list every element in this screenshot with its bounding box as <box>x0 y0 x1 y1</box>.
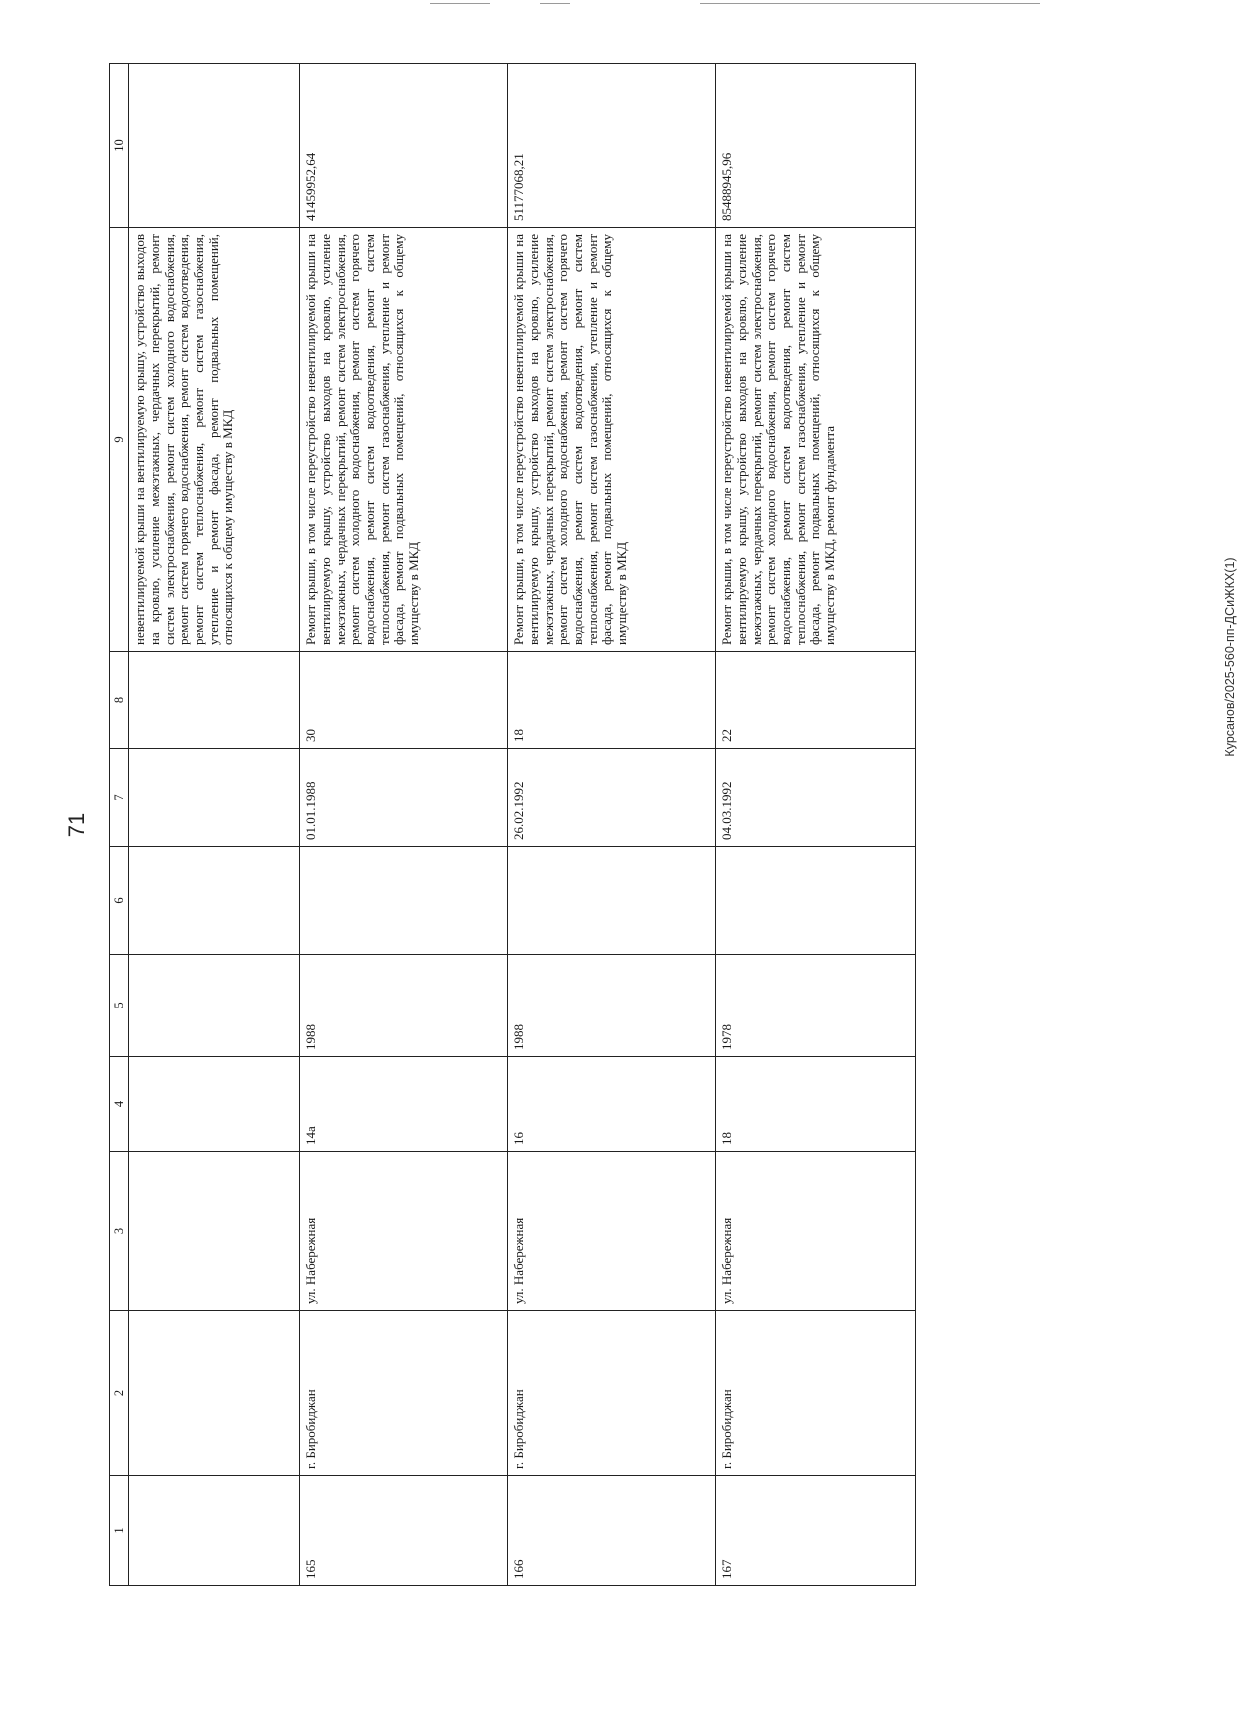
cell-works: Ремонт крыши, в том числе переустройство невентилируемой крыши на вентилируемую крышу, устройство выходов на кровлю, усиление межэтажных, чердачных перекрытий, ремонт систем электроснабжения, ремонт систем холодного водоснабжения, ремонт систем горячего водоснабжения, ремонт систем водоотведения, ремонт систем теплоснабжения, ремонт систем газоснабжения, утепление и ремонт фасада, ремонт подвальных помещений, относящихся к общему имуществу в МКД, ремонт фундамента <box>716 228 916 652</box>
table-row <box>508 64 716 1586</box>
cell-street: ул. Набережная <box>300 1152 508 1311</box>
cell-street: ул. Набережная <box>716 1152 916 1311</box>
cell-year: 1978 <box>716 955 916 1057</box>
column-number: 6 <box>110 847 129 955</box>
cell-empty <box>129 652 300 749</box>
cell-street: ул. Набережная <box>508 1152 716 1311</box>
cell-cost: 51177068,21 <box>508 64 716 228</box>
cell-cost: 41459952,64 <box>300 64 508 228</box>
scan-edge-line <box>700 3 1040 4</box>
table-row-continued <box>129 64 300 1586</box>
registry-table <box>109 63 916 1586</box>
cell-col8: 22 <box>716 652 916 749</box>
table-row <box>716 64 916 1586</box>
column-number: 8 <box>110 652 129 749</box>
cell-house: 16 <box>508 1057 716 1152</box>
table-container <box>109 64 1043 1586</box>
cell-cost: 85488945,96 <box>716 64 916 228</box>
column-number: 9 <box>110 228 129 652</box>
cell-year: 1988 <box>300 955 508 1057</box>
cell-works: Ремонт крыши, в том числе переустройство невентилируемой крыши на вентилируемую крышу, устройство выходов на кровлю, усиление межэтажных, чердачных перекрытий, ремонт систем электроснабжения, ремонт систем холодного водоснабжения, ремонт систем горячего водоснабжения, ремонт систем водоотведения, ремонт систем теплоснабжения, ремонт систем газоснабжения, утепление и ремонт фасада, ремонт подвальных помещений, относящихся к общему имуществу в МКД <box>300 228 508 652</box>
cell-works: невентилируемой крыши на вентилируемую крышу, устройство выходов на кровлю, усиление межэтажных, чердачных перекрытий, ремонт систем электроснабжения, ремонт систем холодного водоснабжения, ремонт систем горячего водоснабжения, ремонт систем водоотведения, ремонт систем теплоснабжения, ремонт систем газоснабжения, утепление и ремонт фасада, ремонт подвальных помещений, относящихся к общему имуществу в МКД <box>129 228 300 652</box>
cell-date: 04.03.1992 <box>716 749 916 847</box>
column-number: 4 <box>110 1057 129 1152</box>
column-number: 5 <box>110 955 129 1057</box>
cell-empty <box>129 847 300 955</box>
cell-empty <box>129 1476 300 1586</box>
cell-city: г. Биробиджан <box>716 1311 916 1476</box>
cell-empty <box>129 1057 300 1152</box>
cell-date: 26.02.1992 <box>508 749 716 847</box>
cell-date: 01.01.1988 <box>300 749 508 847</box>
cell-city: г. Биробиджан <box>300 1311 508 1476</box>
scan-edge-line <box>430 3 490 4</box>
cell-col6 <box>508 847 716 955</box>
column-number: 7 <box>110 749 129 847</box>
column-number: 1 <box>110 1476 129 1586</box>
column-number: 10 <box>110 64 129 228</box>
cell-empty <box>129 749 300 847</box>
table-row <box>300 64 508 1586</box>
cell-works: Ремонт крыши, в том числе переустройство невентилируемой крыши на вентилируемую крышу, устройство выходов на кровлю, усиление межэтажных, чердачных перекрытий, ремонт систем электроснабжения, ремонт систем холодного водоснабжения, ремонт систем горячего водоснабжения, ремонт систем водоотведения, ремонт систем теплоснабжения, ремонт систем газоснабжения, утепление и ремонт фасада, ремонт подвальных помещений, относящихся к общему имуществу в МКД <box>508 228 716 652</box>
column-number-row <box>110 64 129 1586</box>
cell-city: г. Биробиджан <box>508 1311 716 1476</box>
cell-empty <box>129 1311 300 1476</box>
page-number: 71 <box>64 812 89 838</box>
cell-number: 165 <box>300 1476 508 1586</box>
column-number: 2 <box>110 1311 129 1476</box>
cell-house: 14а <box>300 1057 508 1152</box>
cell-col6 <box>300 847 508 955</box>
cell-number: 166 <box>508 1476 716 1586</box>
cell-house: 18 <box>716 1057 916 1152</box>
cell-empty <box>129 955 300 1057</box>
cell-empty <box>129 1152 300 1311</box>
cell-col8: 18 <box>508 652 716 749</box>
cell-col6 <box>716 847 916 955</box>
cell-number: 167 <box>716 1476 916 1586</box>
cell-year: 1988 <box>508 955 716 1057</box>
cell-col8: 30 <box>300 652 508 749</box>
document-code: Курсанов/2025-560-пп-ДСиЖКХ(1) <box>1223 557 1237 757</box>
column-number: 3 <box>110 1152 129 1311</box>
scan-edge-line <box>540 3 570 4</box>
cell-empty <box>129 64 300 228</box>
